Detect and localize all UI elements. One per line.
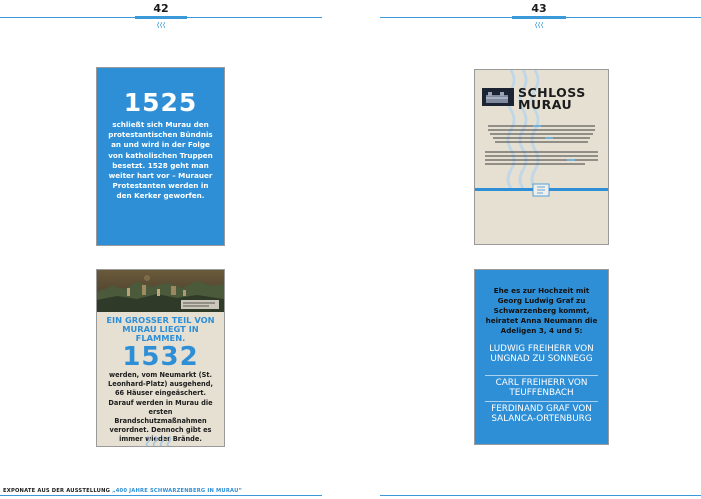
fine-print-text-block	[485, 124, 598, 174]
castle-photo-image	[482, 88, 514, 106]
header-accent-right	[512, 16, 566, 19]
city-painting-image	[97, 270, 224, 312]
name-divider	[485, 375, 598, 376]
wave-watermark-icon	[145, 436, 175, 446]
card-year: 1532	[122, 342, 199, 372]
name-divider	[485, 401, 598, 402]
card-title-line2: MURAU	[518, 97, 573, 112]
card-intro-text: Ehe es zur Hochzeit mit Georg Ludwig Graf zu Schwarzenberg kommt, heiratet Anna Neumann die Adeligen 3, 4 und 5:	[485, 286, 598, 335]
footer-caption	[3, 488, 242, 494]
header-accent-left	[135, 16, 187, 19]
footer-rule-right	[380, 495, 701, 496]
footer-rule-left	[0, 495, 322, 496]
card-body-text: werden, vom Neumarkt (St. Leonhard-Platz) ausgehend, 66 Häuser eingeäschert. Darauf werden in Murau die ersten Brandschutzmaßnahmen verordnet. Dennoch gibt es immer wieder Brände.	[108, 371, 213, 444]
card-title-line1: SCHLOSS	[518, 85, 586, 100]
exhibit-card-1532	[97, 270, 224, 446]
page-number-right: 43	[531, 2, 547, 15]
name-entry: CARL FREIHERR VON TEUFFENBACH	[495, 378, 588, 398]
card-headline: EIN GROSSER TEIL VON MURAU LIEGT IN FLAMMEN.	[106, 315, 215, 343]
exhibit-card-marriages	[475, 270, 608, 444]
wave-logo-icon	[157, 21, 165, 29]
exhibit-card-1525	[97, 68, 224, 245]
footer-prefix: EXPONATE AUS DER AUSSTELLUNG	[3, 488, 111, 494]
exhibit-card-schloss-murau	[475, 70, 608, 244]
card-body-text: schließt sich Murau den protestantischen Bündnis an und wird in der Folge von katholischen Truppen besetzt. 1528 geht man weiter hart vor – Murauer Protestanten werden in den Kerker geworfen.	[108, 120, 213, 201]
name-entry: LUDWIG FREIHERR VON UNGNAD ZU SONNEGG	[489, 344, 594, 364]
name-entry: FERDINAND GRAF VON SALANCA-ORTENBURG	[491, 404, 592, 424]
wave-logo-icon	[535, 21, 543, 29]
card-year: 1525	[123, 88, 198, 117]
seal-icon	[532, 183, 550, 197]
page-number-left: 42	[153, 2, 169, 15]
footer-title: „400 JAHRE SCHWARZENBERG IN MURAU“	[112, 488, 243, 494]
